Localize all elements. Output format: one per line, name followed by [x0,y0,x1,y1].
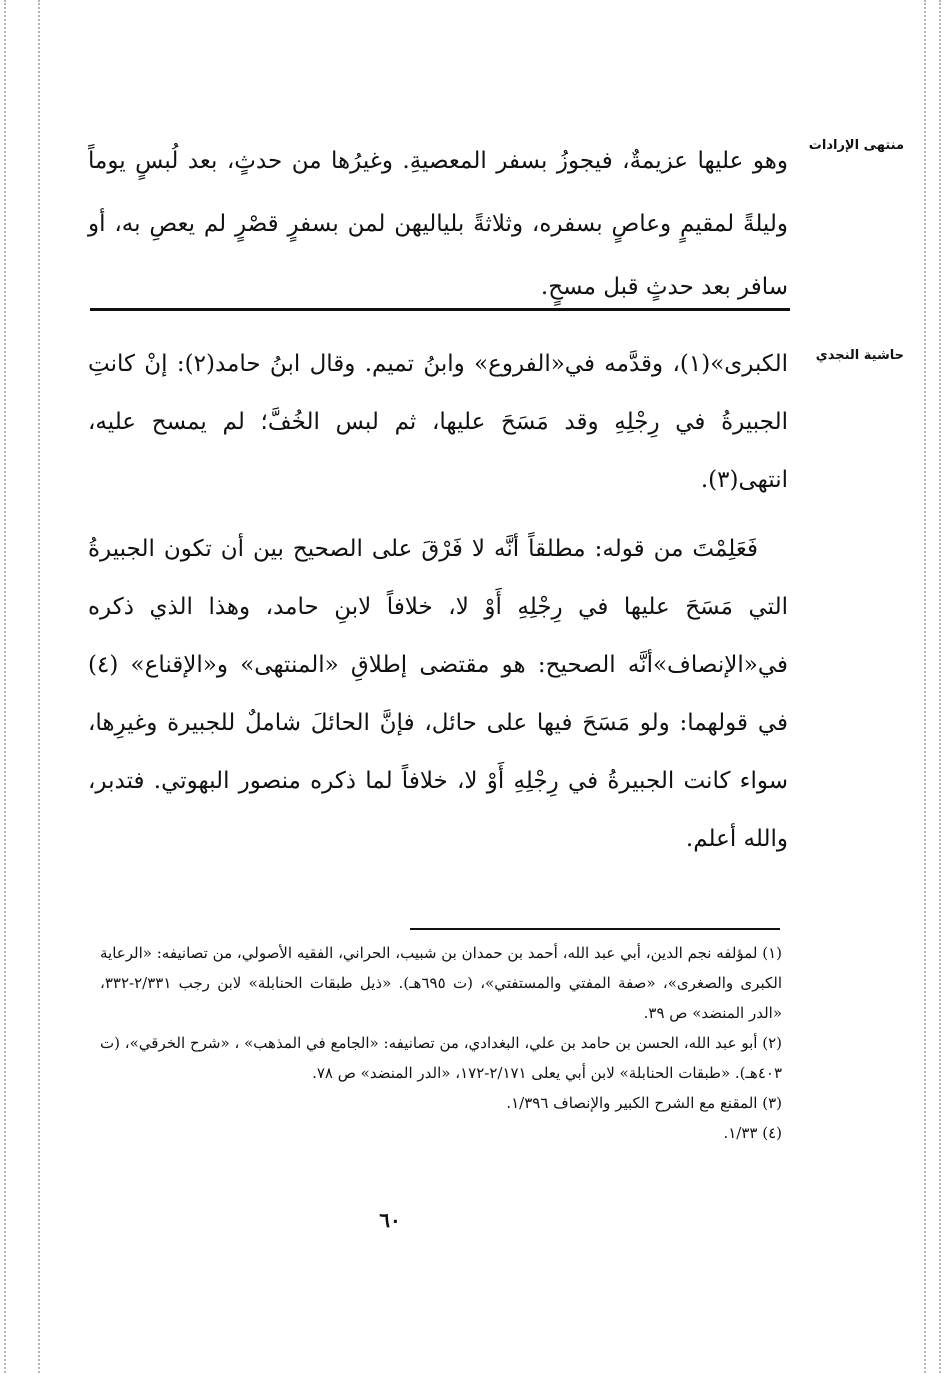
footnote: (١) لمؤلفه نجم الدين، أبي عبد الله، أحمد بن حمدان بن شبيب، الحراني، الفقيه الأصولي، من تصانيفه: «الرعاية الكبرى والصغرى»، «صفة المفتي والمستفتي»، (ت ٦٩٥هـ). «ذيل طبقات الحنابلة» لابن رجب ٢/٣٣١-٣٣٢، «الدر المنضد» ص ٣٩. [100,944,782,1022]
side-label-main-text: منتهى الإرادات [808,138,904,153]
main-text [88,130,788,319]
dotted-margin-line [4,0,6,1373]
footnote: (٢) أبو عبد الله، الحسن بن حامد بن علي، البغدادي، من تصانيفه: «الجامع في المذهب» ، «شرح الخرقي»، (ت ٤٠٣هـ). «طبقات الحنابلة» لابن أبي يعلى ٢/١٧١-١٧٢، «الدر المنضد» ص ٧٨. [100,1034,782,1082]
main-text-paragraph: وهو عليها عزيمةٌ، فيجوزُ بسفر المعصيةِ. وغيرُها من حدثٍ، بعد لُبسٍ يوماً وليلةً لمقيمٍ وعاصٍ بسفره، وثلاثةً بلياليهن لمن بسفرٍ قصْرٍ لم يعصِ به، أو سافر بعد حدثٍ قبل مسحٍ. [88,148,788,300]
footnotes [100,938,782,1148]
side-label-commentary: حاشية النجدي [815,348,904,363]
dotted-margin-line [924,0,926,1373]
page-number: ٦٠ [379,1208,401,1232]
commentary-text: الكبرى»(١)، وقدَّمه في«الفروع» وابنُ تميم. وقال ابنُ حامد(٢): إنْ كانتِ الجبيرةُ في رِجْلِهِ وقد مَسَحَ عليها، ثم لبس الخُفَّ؛ لم يمسح عليه، انتهى(٣). [88,351,788,493]
dotted-margin-line [38,0,40,1373]
commentary-paragraph-1 [88,335,788,509]
commentary-text: فَعَلِمْتَ من قوله: مطلقاً أنَّه لا فَرْقَ على الصحيح بين أن تكون الجبيرةُ التي مَسَحَ عليها في رِجْلِهِ أَوْ لا، خلافاً لابنِ حامد، وهذا الذي ذكره في«الإنصاف»أنَّه الصحيح: هو مقتضى إطلاقِ «المنتهى» و«الإقناع» (٤) في قولهما: ولو مَسَحَ فيها على حائل، فإنَّ الحائلَ شاملٌ للجبيرة وغيرِها، سواء كانت الجبيرةُ في رِجْلِهِ أَوْ لا، خلافاً لما ذكره منصور البهوتي. فتدبر، والله أعلم. [88,536,788,852]
section-divider [90,308,790,311]
footnote: (٣) المقنع مع الشرح الكبير والإنصاف ١/٣٩٦. [506,1094,782,1112]
footnote: (٤) ١/٣٣. [723,1124,782,1142]
commentary-paragraph-2 [88,520,788,868]
dotted-margin-line [939,0,941,1373]
footnote-divider [410,928,780,930]
